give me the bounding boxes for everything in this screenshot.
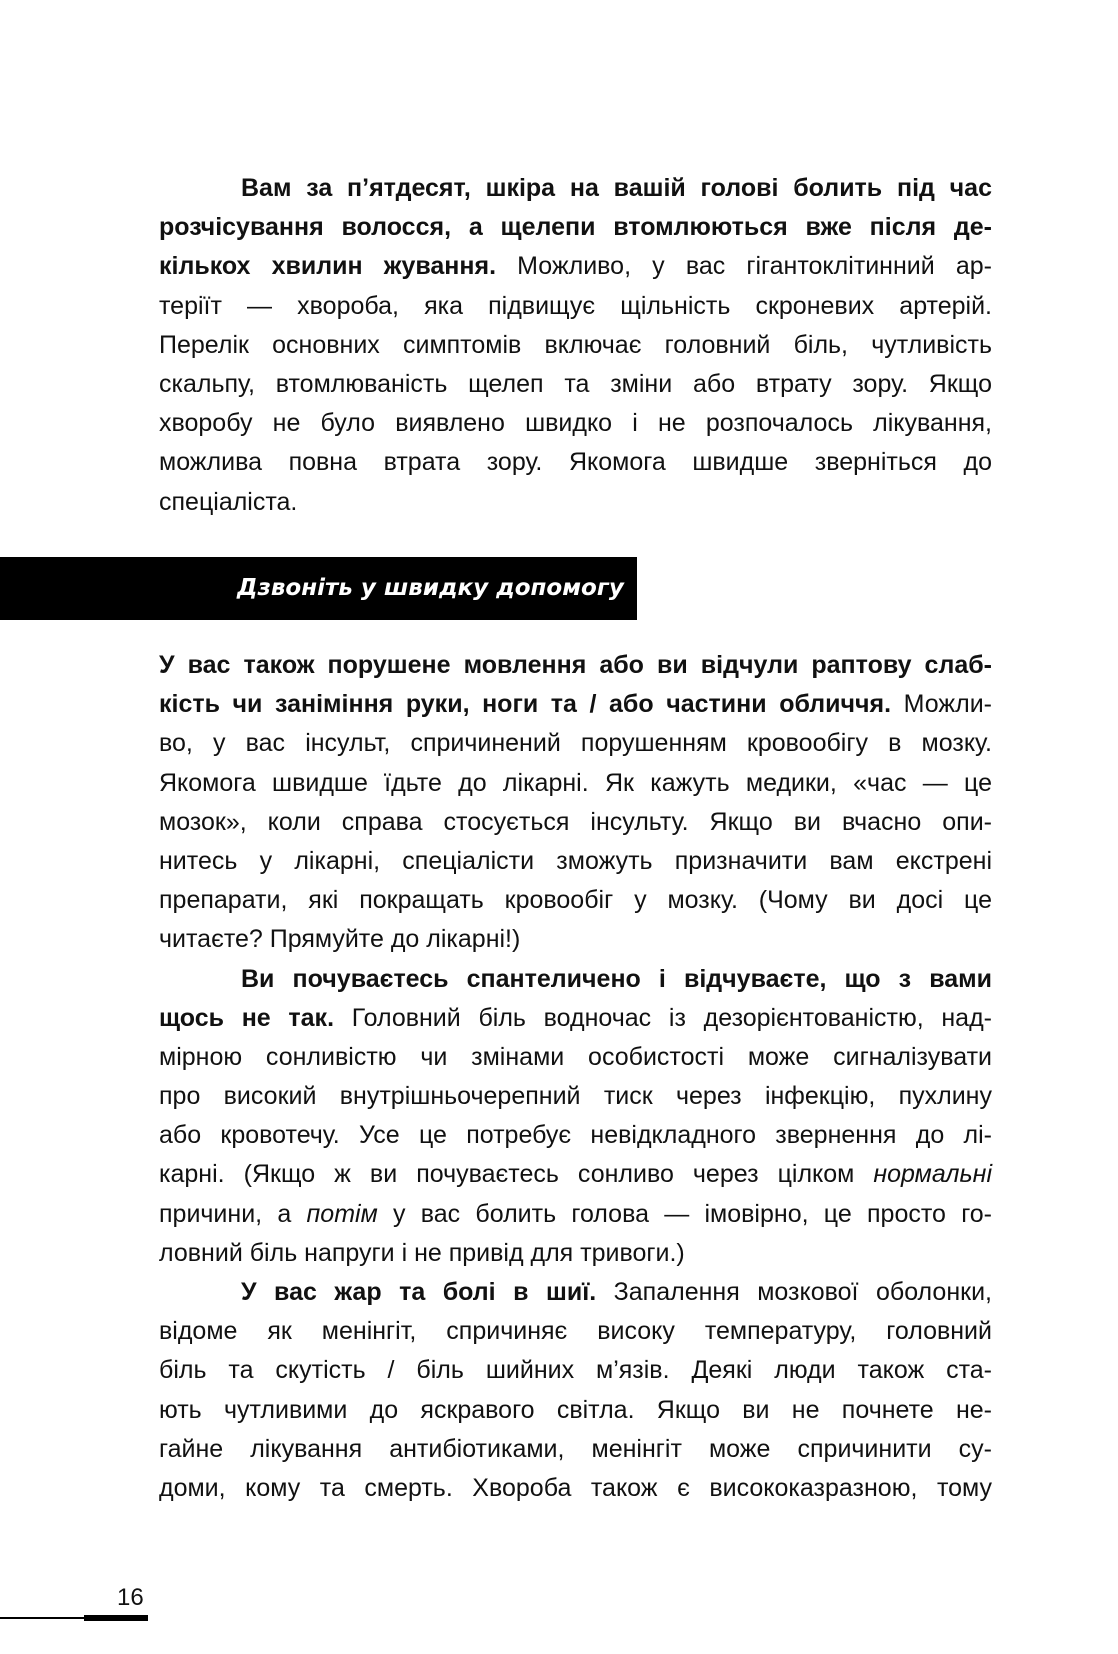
text-line — [159, 247, 992, 286]
body-text: про високий внутрішньочерепний тиск через інфекцію, пухлину — [159, 1082, 992, 1111]
body-text: нитесь у лікарні, спеціалісти зможуть призначити вам екстрені — [159, 846, 992, 875]
bold-text: У вас жар та болі в шиї. — [241, 1278, 597, 1306]
italic-text: нормальні — [873, 1160, 992, 1189]
text-line — [159, 764, 992, 803]
text-line — [159, 1351, 992, 1390]
bold-text: У вас також порушене мовлення або ви відчули раптову слаб- — [159, 651, 992, 679]
text-line — [159, 842, 992, 881]
text-line — [159, 483, 992, 522]
text-line — [159, 881, 992, 920]
text-line — [159, 646, 992, 685]
footer-rule-accent — [84, 1615, 148, 1621]
body-text: біль та скутість / біль шийних м’язів. Деякі люди також ста- — [159, 1356, 992, 1385]
text-line — [159, 365, 992, 404]
text-line — [159, 920, 992, 959]
body-text: во, у вас інсульт, спричинений порушенням кровообігу в мозку. — [159, 729, 992, 758]
body-text: гайне лікування антибіотиками, менінгіт може спричинити су- — [159, 1434, 992, 1463]
body-text: спеціаліста. — [159, 487, 298, 516]
text-line — [159, 1312, 992, 1351]
body-text: Можли- — [891, 690, 992, 719]
text-line — [159, 169, 992, 208]
body-text: причини, а — [159, 1199, 307, 1228]
text-line — [159, 685, 992, 724]
body-text: мозок», коли справа стосується інсульту. Якщо ви вчасно опи- — [159, 807, 992, 836]
body-text: ловний біль напруги і не привід для тривоги.) — [159, 1238, 685, 1267]
paragraph-giant-cell-arteritis — [159, 169, 992, 522]
text-line — [159, 1273, 992, 1312]
text-line — [159, 724, 992, 763]
body-text: теріїт — хвороба, яка підвищує щільність скроневих артерій. — [159, 291, 992, 320]
bold-text: Ви почуваєтесь спантеличено і відчуваєте, що з вами — [241, 964, 992, 993]
body-text: у вас болить голова — імовірно, це просто го- — [377, 1199, 992, 1228]
body-text: хворобу не було виявлено швидко і не розпочалось лікування, — [159, 409, 992, 438]
bold-text: кількох хвилин жування. — [159, 252, 497, 281]
italic-text: потім — [306, 1199, 378, 1228]
text-line — [159, 1234, 992, 1273]
body-text: скальпу, втомлюваність щелеп та зміни або втрату зору. Якщо — [159, 369, 992, 398]
text-line — [159, 287, 992, 326]
body-text: Запалення мозкової оболонки, — [596, 1278, 992, 1306]
text-line — [159, 1195, 992, 1234]
body-text: мірною сонливістю чи змінами особистості може сигналізувати — [159, 1042, 992, 1071]
body-text: можлива повна втрата зору. Якомога швидше зверніться до — [159, 448, 992, 477]
body-text: Головний біль водночас із дезорієнтованістю, над- — [334, 1003, 992, 1032]
text-line — [159, 1155, 992, 1194]
body-text: Якомога швидше їдьте до лікарні. Як кажуть медики, «час — це — [159, 768, 992, 797]
text-line — [159, 404, 992, 443]
section-title: Дзвоніть у швидку допомогу — [237, 575, 624, 601]
bold-text: розчісування волосся, а щелепи втомлюються вже після де- — [159, 213, 992, 242]
body-text: Можливо, у вас гігантоклітинний ар- — [496, 252, 992, 281]
text-line — [159, 1077, 992, 1116]
bold-text: щось не так. — [159, 1003, 335, 1032]
text-line — [159, 1469, 992, 1508]
body-text: препарати, які покращать кровообіг у мозку. (Чому ви досі це — [159, 886, 992, 915]
section-banner — [0, 557, 637, 620]
body-text: доми, кому та смерть. Хвороба також є висококазразною, тому — [159, 1473, 992, 1502]
text-line — [159, 1430, 992, 1469]
text-line — [159, 326, 992, 365]
text-line — [159, 960, 992, 999]
body-text: Перелік основних симптомів включає головний біль, чутливість — [159, 330, 992, 359]
text-line — [159, 208, 992, 247]
paragraph-emergency-symptoms — [159, 646, 992, 1508]
bold-text: кість чи заніміння руки, ноги та / або частини обличчя. — [159, 690, 892, 719]
body-text: читаєте? Прямуйте до лікарні!) — [159, 925, 521, 954]
text-line — [159, 443, 992, 482]
text-line — [159, 803, 992, 842]
text-line — [159, 999, 992, 1038]
body-text: або кровотечу. Усе це потребує невідкладного звернення до лі- — [159, 1121, 992, 1150]
page-number: 16 — [117, 1584, 144, 1611]
body-text: ють чутливими до яскравого світла. Якщо ви не почнете не- — [159, 1395, 992, 1424]
body-text: відоме як менінгіт, спричиняє високу температуру, головний — [159, 1317, 992, 1346]
bold-text: Вам за п’ятдесят, шкіра на вашій голові болить під час — [241, 174, 992, 202]
text-line — [159, 1391, 992, 1430]
body-text: карні. (Якщо ж ви почуваєтесь сонливо через цілком — [159, 1160, 874, 1189]
text-line — [159, 1038, 992, 1077]
text-line — [159, 1116, 992, 1155]
